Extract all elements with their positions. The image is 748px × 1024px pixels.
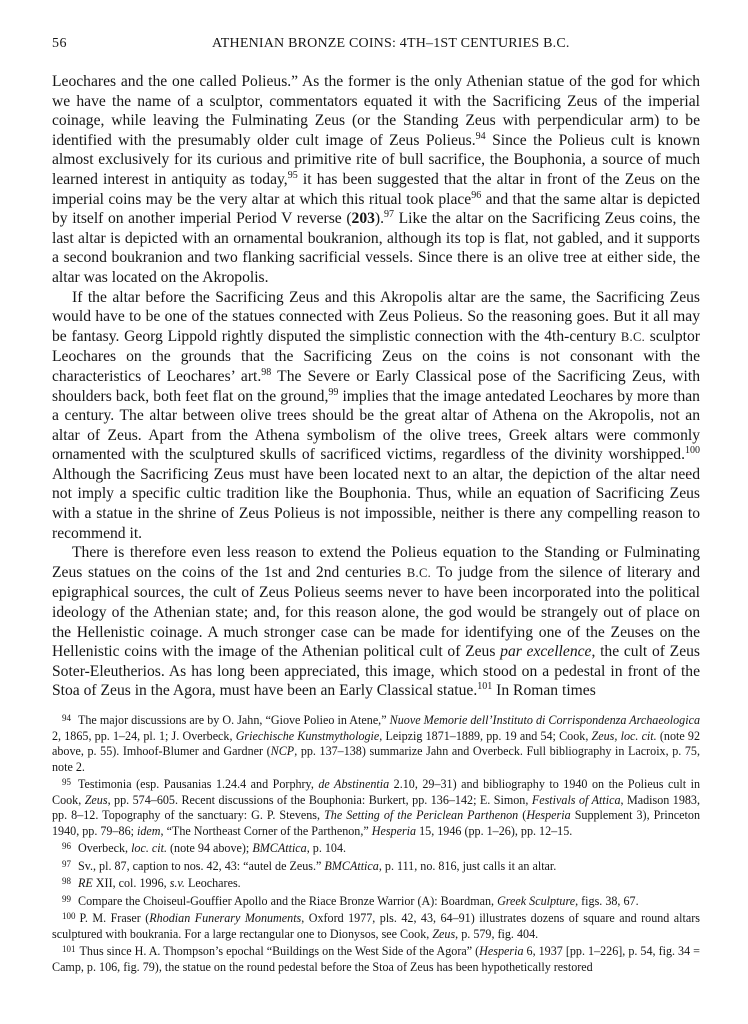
footnote-ref: 96 xyxy=(471,189,482,201)
text-span: Testimonia (esp. Pausanias 1.24.4 and Porphry, xyxy=(78,777,319,791)
text-span: ( xyxy=(518,808,527,822)
text-span: There is therefore even less reason to extend the Polieus equation to the Standing or Fulminating Zeus statues on the coins of the 1st and 2nd centuries xyxy=(52,544,700,581)
text-span: Like the altar on the Sacrificing Zeus coins, the last altar is depicted with an ornamental boukranion, although its top is flat, not gabled, and it supports a second boukranion and two flanking sacrificial vessels. Since there is an olive tree at either side, the altar was located on the Akropolis. xyxy=(52,210,700,286)
body-paragraph xyxy=(52,543,700,701)
text-span: XII, col. 1996, xyxy=(92,876,170,890)
text-span: The Severe or Early Classical pose of the Sacrificing Zeus, with shoulders back, both feet flat on the ground, xyxy=(52,367,700,405)
text-span: BMCAttica xyxy=(252,841,307,855)
running-title: ATHENIAN BRONZE COINS: 4TH–1ST CENTURIES B.C. xyxy=(212,36,570,51)
text-span: , Oxford 1977, pls. 42, 43, 64–91) illustrates dozens of square and round altars sculptured with boukrania. For a large rectangular one to Dionysos, see Cook, xyxy=(52,911,700,941)
text-span: , Madison 1983, pp. 8–12. Topography of the sanctuary: G. P. Stevens, xyxy=(52,792,701,822)
text-span: Leochares. xyxy=(184,876,241,890)
text-span: 15, 1946 (pp. 1–26), pp. 12–15. xyxy=(416,823,573,838)
text-span: idem xyxy=(137,823,161,838)
footnote: 101 Thus since H. A. Thompson’s epochal “Buildings on the West Side of the Agora” (Hesperia 6, 1937 [pp. 1–226], p. 54, fig. 34 = Camp, p. 106, fig. 79), the statue on the round pedestal before the Stoa of Zeus has been hypothetically restored xyxy=(52,944,700,974)
text-span: RE xyxy=(78,876,93,890)
footnote: 94 The major discussions are by O. Jahn, “Giove Polieo in Atene,” Nuove Memorie dell’Instituto di Corrispondenza Archaeologica 2, 1865, pp. 1–24, pl. 1; J. Overbeck, Griechische Kunstmythologie, Leipzig 1871–1889, pp. 19 and 54; Cook, Zeus, loc. cit. (note 92 above, p. 55). Imhoof-Blumer and Gardner (NCP, pp. 137–138) summarize Jahn and Overbeck. Full bibliography in Lacroix, p. 75, note 2. xyxy=(52,713,701,774)
page-header xyxy=(52,36,700,60)
text-span: The major discussions are by O. Jahn, “Giove Polieo in Atene,” xyxy=(78,713,390,727)
footnote-ref: 99 xyxy=(328,386,339,398)
footnote-ref: 101 xyxy=(477,681,493,693)
text-span: NCP xyxy=(270,744,295,758)
text-span: P. M. Fraser ( xyxy=(79,911,150,925)
text-span: Zeus xyxy=(84,792,108,807)
text-span: Since the Polieus cult is known almost exclusively for its curious and primitive rite of bull sacrifice, the Bouphonia, a source of much learned interest in antiquity as today, xyxy=(52,131,700,188)
text-span: sculptor Leochares on the grounds that the Sacrificing Zeus on the coins is not consonant with the characteristics of Leochares’ art. xyxy=(52,327,701,385)
text-span: loc. cit. xyxy=(131,841,167,855)
footnote: 99 Compare the Choiseul-Gouffier Apollo and the Riace Bronze Warrior (A): Boardman, Greek Sculpture, figs. 38, 67. xyxy=(62,893,639,908)
text-span: , p. 104. xyxy=(306,841,347,855)
footnote-ref: 94 xyxy=(475,130,486,142)
footnote-ref: 97 xyxy=(384,209,395,221)
text-span: (note 92 above, p. 55). Imhoof-Blumer and Gardner ( xyxy=(52,728,701,758)
text-span: If the altar before the Sacrificing Zeus and this Akropolis altar are the same, the Sacrificing Zeus would have to be one of the statues connected with Zeus Polieus. So the reasoning goes. But it all may be fantasy. Georg Lippold rightly disputed the simplistic connection with the 4th-century xyxy=(52,288,700,345)
text-span: To judge from the silence of literary and epigraphical sources, the cult of Zeus Polieus seems never to have been incorporated into the political ideology of the Athenian state; and, for this reason alone, the god would be strangely out of place on the Hellenistic coinage. A much stronger case can be made for identifying one of the Zeuses on the Hellenistic coins with the image of the Athenian political cult of Zeus xyxy=(52,563,701,661)
footnote-ref: 98 xyxy=(261,366,272,378)
footnote: 95 Testimonia (esp. Pausanias 1.24.4 and Porphry, de Abstinentia 2.10, 29–31) and bibliography to 1940 on the Polieus cult in Cook, Zeus, pp. 574–605. Recent discussions of the Bouphonia: Burkert, pp. 136–142; E. Simon, Festivals of Attica, Madison 1983, pp. 8–12. Topography of the sanctuary: G. P. Stevens, The Setting of the Periclean Parthenon (Hesperia Supplement 3), Princeton 1940, pp. 79–86; idem, “The Northeast Corner of the Parthenon,” Hesperia 15, 1946 (pp. 1–26), pp. 12–15. xyxy=(52,777,701,838)
text-span: Although the Sacrificing Zeus must have been located next to an altar, the depiction of the altar need not imply a specific cultic tradition like the Bouphonia. Thus, while an equation of Sacrificing Zeus with a statue in the shrine of Zeus Polieus is not impossible, neither is there any compelling reason to recommend it. xyxy=(52,465,700,542)
text-span: Sv., pl. 87, caption to nos. 42, 43: “autel de Zeus.” xyxy=(78,858,325,873)
footnote-ref: 100 xyxy=(685,445,700,457)
text-span: B.C. xyxy=(620,329,646,344)
text-span: 2, 1865, pp. 1–24, pl. 1; J. Overbeck, xyxy=(52,728,236,743)
text-span: , the cult of Zeus Soter-Eleutherios. As has long been appreciated, this image, which stood on a pedestal in front of the Stoa of Zeus in the Agora, must have been an Early Classical statue. xyxy=(52,643,700,700)
text-span: BMCAttica xyxy=(324,858,379,873)
text-span: 2.10, 29–31) and bibliography to 1940 on the Polieus cult in Cook, xyxy=(52,777,701,807)
page-number: 56 xyxy=(52,36,67,51)
coin-number: 203 xyxy=(351,210,375,228)
text-span: , figs. 38, 67. xyxy=(575,893,639,908)
text-span: Festivals of Attica xyxy=(531,792,621,807)
text-span: B.C. xyxy=(406,565,432,580)
text-span: Overbeck, xyxy=(78,841,132,855)
text-span: Zeus xyxy=(432,926,456,941)
footnote: 100 P. M. Fraser (Rhodian Funerary Monuments, Oxford 1977, pls. 42, 43, 64–91) illustrates dozens of square and round altars sculptured with boukrania. For a large rectangular one to Dionysos, see Cook, Zeus, p. 579, fig. 404. xyxy=(52,911,700,941)
text-span: The Setting of the Periclean Parthenon xyxy=(324,808,519,822)
text-span: Hesperia xyxy=(371,823,417,838)
text-span: Supplement 3), Princeton 1940, pp. 79–86; xyxy=(52,808,700,838)
text-span: par excellence xyxy=(500,643,592,661)
text-span: (note 94 above); xyxy=(167,841,253,855)
text-span: it has been suggested that the altar in front of the Zeus on the imperial coins may be the very altar at which this ritual took place xyxy=(52,170,700,208)
text-span: Rhodian Funerary Monuments xyxy=(149,911,302,925)
footnote-ref: 95 xyxy=(287,169,298,181)
text-span: Hesperia xyxy=(526,808,571,822)
text-span: 6, 1937 [pp. 1–226], p. 54, fig. 34 = Camp, p. 106, fig. 79), the statue on the round pedestal before the Stoa of Zeus has been hypothetically restored xyxy=(52,944,700,974)
body-paragraph xyxy=(52,288,700,544)
text-span: ). xyxy=(374,210,385,228)
text-span: and that the same altar is depicted by itself on another imperial Period V reverse ( xyxy=(52,190,700,228)
text-span: Leochares and the one called Polieus.” As the former is the only Athenian statue of the god for which we have the name of a sculptor, commentators equated it with the Sacrificing Zeus of the imperial coinage, while leaving the Fulminating Zeus (or the Standing Zeus with perpendicular arm) to be identified with the presumably older cult image of Zeus Polieus. xyxy=(52,73,700,149)
text-span: Thus since H. A. Thompson’s epochal “Buildings on the West Side of the Agora” ( xyxy=(79,944,480,958)
text-span: s.v. xyxy=(169,876,185,890)
text-span: Nuove Memorie dell’Instituto di Corrispondenza Archaeologica xyxy=(389,713,700,727)
text-span: In Roman times xyxy=(492,682,596,700)
text-span: Hesperia xyxy=(479,944,524,958)
text-span: , Leipzig 1871–1889, pp. 19 and 54; Cook, xyxy=(379,728,592,743)
footnotes xyxy=(52,713,700,975)
text-span: Griechische Kunstmythologie xyxy=(235,728,380,743)
text-span: , “The Northeast Corner of the Parthenon,” xyxy=(160,823,372,838)
footnote: 98 RE XII, col. 1996, s.v. Leochares. xyxy=(62,876,241,890)
footnote: 96 Overbeck, loc. cit. (note 94 above); BMCAttica, p. 104. xyxy=(62,841,347,855)
text-span: , p. 111, no. 816, just calls it an altar. xyxy=(378,858,557,873)
text-span: implies that the image antedated Leochares by more than a century. The altar between olive trees should be the great altar of Athena on the Akropolis, not an altar of Zeus. Apart from the Athena symbolism of the olive trees, Greek altars were commonly ornamented with the sculptured skulls of sacrificed victims, regardless of the divinity worshipped. xyxy=(52,387,700,464)
text-span: Compare the Choiseul-Gouffier Apollo and the Riace Bronze Warrior (A): Boardman, xyxy=(78,893,498,908)
text-span: Zeus, loc. cit. xyxy=(591,728,657,743)
text-span: , p. 579, fig. 404. xyxy=(455,926,539,941)
text-span: de Abstinentia xyxy=(318,777,390,791)
text-span: Greek Sculpture xyxy=(497,893,576,908)
body-paragraph xyxy=(52,72,700,288)
main-text xyxy=(52,72,700,701)
text-span: , pp. 137–138) summarize Jahn and Overbeck. Full bibliography in Lacroix, p. 75, note 2. xyxy=(52,744,700,774)
footnote: 97 Sv., pl. 87, caption to nos. 42, 43: “autel de Zeus.” BMCAttica, p. 111, no. 816, just calls it an altar. xyxy=(62,858,557,873)
text-span: , pp. 574–605. Recent discussions of the Bouphonia: Burkert, pp. 136–142; E. Simon, xyxy=(107,792,532,807)
